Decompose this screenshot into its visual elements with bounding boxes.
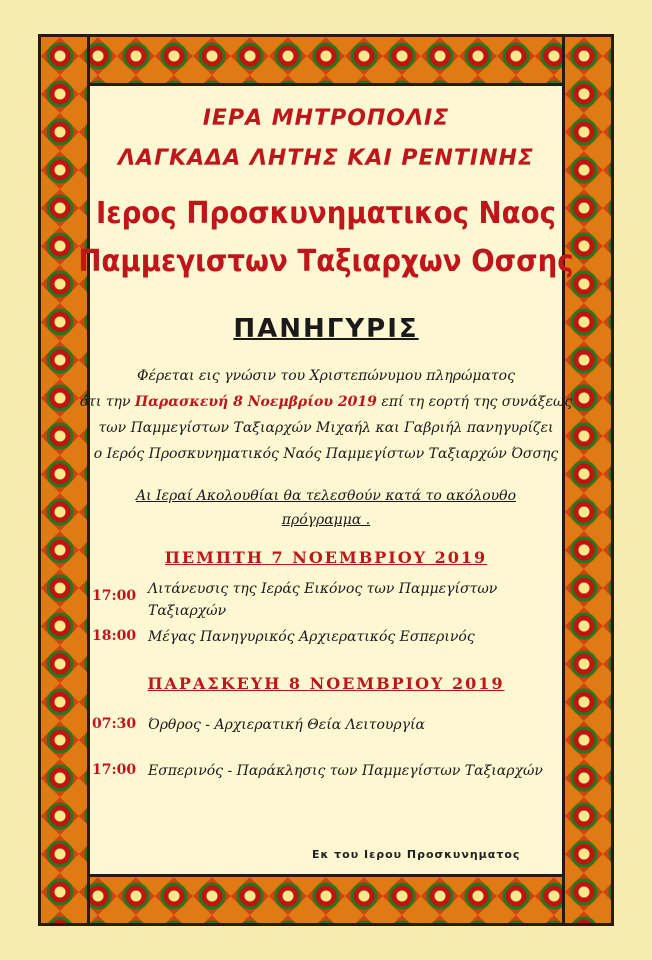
event-time: 17:00 [92,588,137,604]
program-note-line-1: Αι Ιεραί Ακολουθίαι θα τελεσθούν κατά το ακόλουθο [135,488,517,504]
intro-line-1: Φέρεται εις γνώσιν του Χριστεπώνυμου πληρώματος [137,368,515,384]
event-time: 17:00 [92,762,137,778]
event-description: Εσπερινός - Παράκλησις των Παμμεγίστων Ταξιαρχών [148,763,543,779]
ornamental-border-top [38,34,614,86]
schedule-row [92,714,552,738]
intro-line-2-post: επί τη εορτή της συνάξεως [376,394,573,410]
schedule-row [92,760,552,784]
footer-signature: Εκ του Ιερου Προσκυνηματος [312,848,521,861]
event-time: 18:00 [92,628,137,644]
intro-line-3: των Παμμεγίστων Ταξιαρχών Μιχαήλ και Γαβριήλ πανηγυρίζει [98,420,554,436]
program-note-line-2: πρόγραμμα . [281,512,371,528]
day-2-heading: ΠΑΡΑΣΚΕΥΗ 8 ΝΟΕΜΒΡΙΟΥ 2019 [147,674,505,693]
page-title: ΠΑΝΗΓΥΡΙΣ [233,314,419,344]
schedule-row [92,626,552,650]
intro-line-4: ο Ιερός Προσκυνηματικός Ναός Παμμεγίστων Ταξιαρχών Όσσης [93,446,559,462]
church-title-line1: Ιερος Προσκυνηματικος Ναος [96,196,556,231]
church-title-line2: Παμμεγιστων Ταξιαρχων Οσσης [78,244,574,279]
event-description: Λιτάνευσις της Ιεράς Εικόνος των Παμμεγίστων Ταξιαρχών [148,581,498,619]
metropolis-title: ΙΕΡΑ ΜΗΤΡΟΠΟΛΙΣ [202,106,450,131]
intro-line-2 [0,394,652,410]
event-description: Όρθρος - Αρχιερατική Θεία Λειτουργία [148,717,425,733]
feast-date: Παρασκευή 8 Νοεμβρίου 2019 [134,394,377,410]
ornamental-border-bottom [38,874,614,926]
intro-line-2-pre: ότι την [79,394,135,410]
event-time: 07:30 [92,716,137,732]
event-description: Μέγας Πανηγυρικός Αρχιερατικός Εσπερινός [148,629,475,645]
day-1-heading: ΠΕΜΠΤΗ 7 ΝΟΕΜΒΡΙΟΥ 2019 [164,548,488,567]
schedule-row [92,578,552,626]
metropolis-subtitle: ΛΑΓΚΑΔΑ ΛΗΤΗΣ ΚΑΙ ΡΕΝΤΙΝΗΣ [118,146,534,171]
